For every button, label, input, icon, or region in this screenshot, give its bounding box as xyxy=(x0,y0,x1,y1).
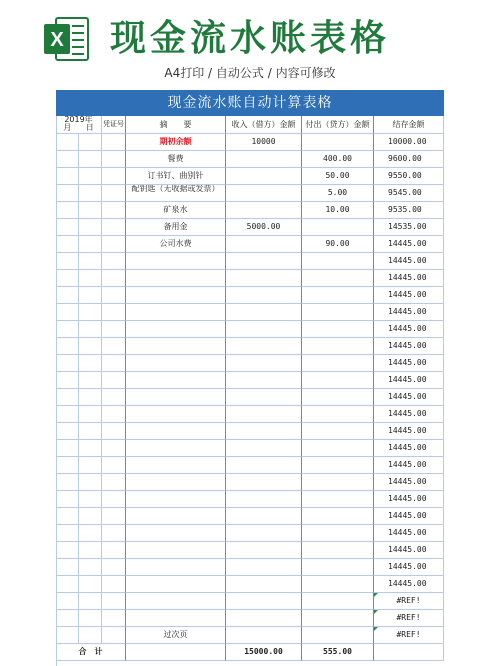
income-cell[interactable] xyxy=(226,185,302,202)
table-row xyxy=(56,202,444,219)
expense-cell[interactable] xyxy=(302,627,374,644)
summary-cell[interactable] xyxy=(126,321,226,338)
voucher-cell[interactable] xyxy=(102,508,126,525)
income-cell[interactable] xyxy=(226,440,302,457)
total-label: 合 计 xyxy=(56,644,126,661)
month-cell[interactable] xyxy=(56,559,79,576)
table-row xyxy=(56,525,444,542)
voucher-cell[interactable] xyxy=(102,406,126,423)
balance-cell[interactable]: #REF! xyxy=(374,610,444,627)
month-cell[interactable] xyxy=(56,253,79,270)
balance-cell[interactable]: 14445.00 xyxy=(374,576,444,593)
month-label: 月 xyxy=(63,123,72,132)
voucher-cell[interactable] xyxy=(102,474,126,491)
table-row xyxy=(56,389,444,406)
income-cell[interactable]: 5000.00 xyxy=(226,219,302,236)
day-cell[interactable] xyxy=(79,389,102,406)
income-cell[interactable] xyxy=(226,525,302,542)
balance-header: 结存金额 xyxy=(374,116,444,134)
balance-cell[interactable]: 9600.00 xyxy=(374,151,444,168)
expense-cell[interactable] xyxy=(302,593,374,610)
table-row xyxy=(56,304,444,321)
month-cell[interactable] xyxy=(56,202,79,219)
expense-cell[interactable] xyxy=(302,491,374,508)
day-cell[interactable] xyxy=(79,559,102,576)
month-cell[interactable] xyxy=(56,491,79,508)
summary-cell[interactable] xyxy=(126,304,226,321)
table-row xyxy=(56,627,444,644)
balance-cell[interactable]: #REF! xyxy=(374,593,444,610)
month-cell[interactable] xyxy=(56,304,79,321)
income-cell[interactable] xyxy=(226,338,302,355)
day-cell[interactable] xyxy=(79,219,102,236)
month-cell[interactable] xyxy=(56,134,79,151)
voucher-cell[interactable] xyxy=(102,219,126,236)
table-row xyxy=(56,185,444,202)
summary-cell[interactable] xyxy=(126,423,226,440)
summary-cell[interactable]: 配钥匙（无收据或发票） xyxy=(126,185,226,202)
voucher-cell[interactable] xyxy=(102,134,126,151)
month-cell[interactable] xyxy=(56,270,79,287)
balance-cell[interactable]: 14445.00 xyxy=(374,389,444,406)
income-cell[interactable] xyxy=(226,576,302,593)
voucher-cell[interactable] xyxy=(102,593,126,610)
income-cell[interactable] xyxy=(226,508,302,525)
expense-cell[interactable] xyxy=(302,406,374,423)
day-cell[interactable] xyxy=(79,406,102,423)
expense-cell[interactable] xyxy=(302,576,374,593)
table-row xyxy=(56,474,444,491)
day-cell[interactable] xyxy=(79,372,102,389)
year-label: 2019年 xyxy=(64,116,93,124)
balance-cell[interactable]: 14445.00 xyxy=(374,508,444,525)
expense-cell[interactable] xyxy=(302,525,374,542)
table-row xyxy=(56,321,444,338)
expense-cell[interactable] xyxy=(302,287,374,304)
expense-cell[interactable] xyxy=(302,440,374,457)
day-cell[interactable] xyxy=(79,593,102,610)
month-cell[interactable] xyxy=(56,576,79,593)
summary-cell[interactable]: 公司水费 xyxy=(126,236,226,253)
balance-cell[interactable]: 14535.00 xyxy=(374,219,444,236)
day-cell[interactable] xyxy=(79,134,102,151)
day-cell[interactable] xyxy=(79,236,102,253)
table-row xyxy=(56,236,444,253)
balance-cell[interactable]: 14445.00 xyxy=(374,440,444,457)
summary-cell[interactable] xyxy=(126,525,226,542)
voucher-cell[interactable] xyxy=(102,253,126,270)
voucher-cell[interactable] xyxy=(102,270,126,287)
month-cell[interactable] xyxy=(56,508,79,525)
table-row xyxy=(56,270,444,287)
table-row xyxy=(56,355,444,372)
summary-cell[interactable] xyxy=(126,508,226,525)
expense-cell[interactable] xyxy=(302,321,374,338)
month-cell[interactable] xyxy=(56,287,79,304)
day-cell[interactable] xyxy=(79,202,102,219)
balance-cell[interactable]: 9545.00 xyxy=(374,185,444,202)
balance-cell[interactable]: 14445.00 xyxy=(374,542,444,559)
income-cell[interactable]: 10000 xyxy=(226,134,302,151)
day-cell[interactable] xyxy=(79,525,102,542)
income-cell[interactable] xyxy=(226,202,302,219)
income-cell[interactable] xyxy=(226,253,302,270)
day-cell[interactable] xyxy=(79,253,102,270)
balance-cell[interactable]: 14445.00 xyxy=(374,372,444,389)
income-cell[interactable] xyxy=(226,270,302,287)
table-row xyxy=(56,559,444,576)
summary-cell[interactable] xyxy=(126,253,226,270)
balance-cell[interactable]: 14445.00 xyxy=(374,236,444,253)
logo-letter: X xyxy=(50,29,64,51)
voucher-cell[interactable] xyxy=(102,287,126,304)
day-cell[interactable] xyxy=(79,287,102,304)
voucher-cell[interactable] xyxy=(102,355,126,372)
table-row xyxy=(56,151,444,168)
day-cell[interactable] xyxy=(79,440,102,457)
income-cell[interactable] xyxy=(226,287,302,304)
income-cell[interactable] xyxy=(226,168,302,185)
expense-cell[interactable] xyxy=(302,423,374,440)
month-day-labels xyxy=(56,124,101,132)
table-row xyxy=(56,457,444,474)
balance-cell[interactable]: 14445.00 xyxy=(374,525,444,542)
expense-cell[interactable] xyxy=(302,372,374,389)
table-row xyxy=(56,168,444,185)
income-header: 收入（借方）金额 xyxy=(226,116,302,134)
balance-cell[interactable]: 14445.00 xyxy=(374,321,444,338)
voucher-cell[interactable] xyxy=(102,627,126,644)
table-row xyxy=(56,338,444,355)
spreadsheet xyxy=(56,90,444,666)
expense-cell[interactable] xyxy=(302,559,374,576)
voucher-cell[interactable] xyxy=(102,576,126,593)
expense-cell[interactable]: 50.00 xyxy=(302,168,374,185)
income-cell[interactable] xyxy=(226,457,302,474)
income-cell[interactable] xyxy=(226,372,302,389)
voucher-cell[interactable] xyxy=(102,491,126,508)
day-cell[interactable] xyxy=(79,576,102,593)
summary-cell[interactable]: 订书钉、曲别针 xyxy=(126,168,226,185)
voucher-cell[interactable] xyxy=(102,440,126,457)
balance-cell[interactable]: 14445.00 xyxy=(374,406,444,423)
day-cell[interactable] xyxy=(79,338,102,355)
summary-cell[interactable] xyxy=(126,355,226,372)
total-balance[interactable] xyxy=(374,644,444,661)
expense-cell[interactable] xyxy=(302,508,374,525)
table-row xyxy=(56,134,444,151)
month-cell[interactable] xyxy=(56,185,79,202)
balance-cell[interactable]: 14445.00 xyxy=(374,423,444,440)
voucher-cell[interactable] xyxy=(102,525,126,542)
summary-cell[interactable] xyxy=(126,270,226,287)
summary-cell[interactable] xyxy=(126,372,226,389)
voucher-cell[interactable] xyxy=(102,457,126,474)
summary-cell[interactable] xyxy=(126,593,226,610)
month-cell[interactable] xyxy=(56,542,79,559)
month-cell[interactable] xyxy=(56,406,79,423)
month-cell[interactable] xyxy=(56,423,79,440)
voucher-cell[interactable] xyxy=(102,542,126,559)
income-cell[interactable] xyxy=(226,355,302,372)
month-cell[interactable] xyxy=(56,168,79,185)
expense-cell[interactable] xyxy=(302,219,374,236)
expense-cell[interactable]: 5.00 xyxy=(302,185,374,202)
balance-cell[interactable]: 14445.00 xyxy=(374,474,444,491)
month-cell[interactable] xyxy=(56,389,79,406)
income-cell[interactable] xyxy=(226,321,302,338)
table-row xyxy=(56,508,444,525)
balance-cell[interactable]: 14445.00 xyxy=(374,491,444,508)
voucher-cell[interactable] xyxy=(102,151,126,168)
day-cell[interactable] xyxy=(79,321,102,338)
day-cell[interactable] xyxy=(79,185,102,202)
summary-cell[interactable]: 矿泉水 xyxy=(126,202,226,219)
income-cell[interactable] xyxy=(226,423,302,440)
expense-cell[interactable] xyxy=(302,457,374,474)
table-row xyxy=(56,406,444,423)
income-cell[interactable] xyxy=(226,542,302,559)
total-row xyxy=(56,644,444,661)
summary-cell[interactable] xyxy=(126,389,226,406)
expense-cell[interactable] xyxy=(302,253,374,270)
total-summary-cell xyxy=(126,644,226,661)
summary-cell[interactable] xyxy=(126,542,226,559)
voucher-cell[interactable] xyxy=(102,236,126,253)
summary-cell[interactable]: 过次页 xyxy=(126,627,226,644)
expense-cell[interactable] xyxy=(302,542,374,559)
voucher-cell[interactable] xyxy=(102,304,126,321)
balance-cell[interactable]: 10000.00 xyxy=(374,134,444,151)
income-cell[interactable] xyxy=(226,559,302,576)
expense-cell[interactable] xyxy=(302,304,374,321)
table-row xyxy=(56,610,444,627)
day-cell[interactable] xyxy=(79,542,102,559)
summary-cell[interactable]: 餐费 xyxy=(126,151,226,168)
month-cell[interactable] xyxy=(56,321,79,338)
sheet-title: 现金流水账自动计算表格 xyxy=(56,90,444,116)
table-row xyxy=(56,287,444,304)
table-row xyxy=(56,219,444,236)
month-cell[interactable] xyxy=(56,610,79,627)
balance-cell[interactable]: 14445.00 xyxy=(374,287,444,304)
table-row xyxy=(56,491,444,508)
date-header-cell xyxy=(56,116,102,134)
excel-logo-icon xyxy=(42,14,92,64)
day-label: 日 xyxy=(85,123,94,132)
income-cell[interactable] xyxy=(226,610,302,627)
day-cell[interactable] xyxy=(79,423,102,440)
month-cell[interactable] xyxy=(56,151,79,168)
table-row xyxy=(56,593,444,610)
month-cell[interactable] xyxy=(56,627,79,644)
summary-header: 摘 要 xyxy=(126,116,226,134)
summary-cell[interactable] xyxy=(126,287,226,304)
summary-cell[interactable]: 期初余额 xyxy=(126,134,226,151)
balance-cell[interactable]: 14445.00 xyxy=(374,270,444,287)
balance-cell[interactable]: 9535.00 xyxy=(374,202,444,219)
summary-cell[interactable] xyxy=(126,559,226,576)
total-expense[interactable]: 555.00 xyxy=(302,644,374,661)
income-cell[interactable] xyxy=(226,593,302,610)
page-header xyxy=(0,0,500,90)
expense-cell[interactable] xyxy=(302,270,374,287)
balance-cell[interactable]: 14445.00 xyxy=(374,304,444,321)
table-row xyxy=(56,253,444,270)
day-cell[interactable] xyxy=(79,508,102,525)
income-cell[interactable] xyxy=(226,236,302,253)
page-subtitle: A4打印 / 自动公式 / 内容可修改 xyxy=(164,66,336,80)
voucher-cell[interactable] xyxy=(102,321,126,338)
day-cell[interactable] xyxy=(79,355,102,372)
summary-cell[interactable] xyxy=(126,406,226,423)
month-cell[interactable] xyxy=(56,457,79,474)
voucher-cell[interactable] xyxy=(102,338,126,355)
summary-cell[interactable]: 备用金 xyxy=(126,219,226,236)
table-row xyxy=(56,423,444,440)
month-cell[interactable] xyxy=(56,236,79,253)
voucher-header: 凭证号 xyxy=(102,116,126,134)
balance-cell[interactable]: 14445.00 xyxy=(374,559,444,576)
month-cell[interactable] xyxy=(56,525,79,542)
voucher-cell[interactable] xyxy=(102,202,126,219)
month-cell[interactable] xyxy=(56,440,79,457)
day-cell[interactable] xyxy=(79,270,102,287)
expense-header: 付出（贷方）金额 xyxy=(302,116,374,134)
summary-cell[interactable] xyxy=(126,576,226,593)
day-cell[interactable] xyxy=(79,474,102,491)
expense-cell[interactable]: 10.00 xyxy=(302,202,374,219)
expense-cell[interactable]: 400.00 xyxy=(302,151,374,168)
total-income[interactable]: 15000.00 xyxy=(226,644,302,661)
income-cell[interactable] xyxy=(226,304,302,321)
voucher-cell[interactable] xyxy=(102,168,126,185)
table-row xyxy=(56,372,444,389)
expense-cell[interactable] xyxy=(302,134,374,151)
day-cell[interactable] xyxy=(79,457,102,474)
month-cell[interactable] xyxy=(56,372,79,389)
day-cell[interactable] xyxy=(79,610,102,627)
voucher-cell[interactable] xyxy=(102,185,126,202)
balance-cell[interactable]: 9550.00 xyxy=(374,168,444,185)
summary-cell[interactable] xyxy=(126,491,226,508)
page-title: 现金流水账表格 xyxy=(110,18,391,59)
income-cell[interactable] xyxy=(226,491,302,508)
expense-cell[interactable] xyxy=(302,474,374,491)
voucher-cell[interactable] xyxy=(102,423,126,440)
summary-cell[interactable] xyxy=(126,440,226,457)
income-cell[interactable] xyxy=(226,151,302,168)
balance-cell[interactable]: 14445.00 xyxy=(374,355,444,372)
table-row xyxy=(56,542,444,559)
income-cell[interactable] xyxy=(226,627,302,644)
income-cell[interactable] xyxy=(226,474,302,491)
table-row xyxy=(56,440,444,457)
income-cell[interactable] xyxy=(226,389,302,406)
income-cell[interactable] xyxy=(226,406,302,423)
voucher-cell[interactable] xyxy=(102,559,126,576)
month-cell[interactable] xyxy=(56,355,79,372)
expense-cell[interactable]: 90.00 xyxy=(302,236,374,253)
day-cell[interactable] xyxy=(79,168,102,185)
month-cell[interactable] xyxy=(56,338,79,355)
month-cell[interactable] xyxy=(56,219,79,236)
balance-cell[interactable]: 14445.00 xyxy=(374,338,444,355)
day-cell[interactable] xyxy=(79,491,102,508)
day-cell[interactable] xyxy=(79,151,102,168)
table-row xyxy=(56,576,444,593)
summary-cell[interactable] xyxy=(126,457,226,474)
expense-cell[interactable] xyxy=(302,355,374,372)
balance-cell[interactable]: 14445.00 xyxy=(374,253,444,270)
summary-cell[interactable] xyxy=(126,610,226,627)
header-row xyxy=(56,116,444,134)
day-cell[interactable] xyxy=(79,304,102,321)
expense-cell[interactable] xyxy=(302,389,374,406)
voucher-cell[interactable] xyxy=(102,372,126,389)
voucher-cell[interactable] xyxy=(102,389,126,406)
month-cell[interactable] xyxy=(56,474,79,491)
balance-cell[interactable]: 14445.00 xyxy=(374,457,444,474)
voucher-cell[interactable] xyxy=(102,610,126,627)
month-cell[interactable] xyxy=(56,593,79,610)
summary-cell[interactable] xyxy=(126,338,226,355)
expense-cell[interactable] xyxy=(302,338,374,355)
balance-cell[interactable]: #REF! xyxy=(374,627,444,644)
day-cell[interactable] xyxy=(79,627,102,644)
summary-cell[interactable] xyxy=(126,474,226,491)
expense-cell[interactable] xyxy=(302,610,374,627)
